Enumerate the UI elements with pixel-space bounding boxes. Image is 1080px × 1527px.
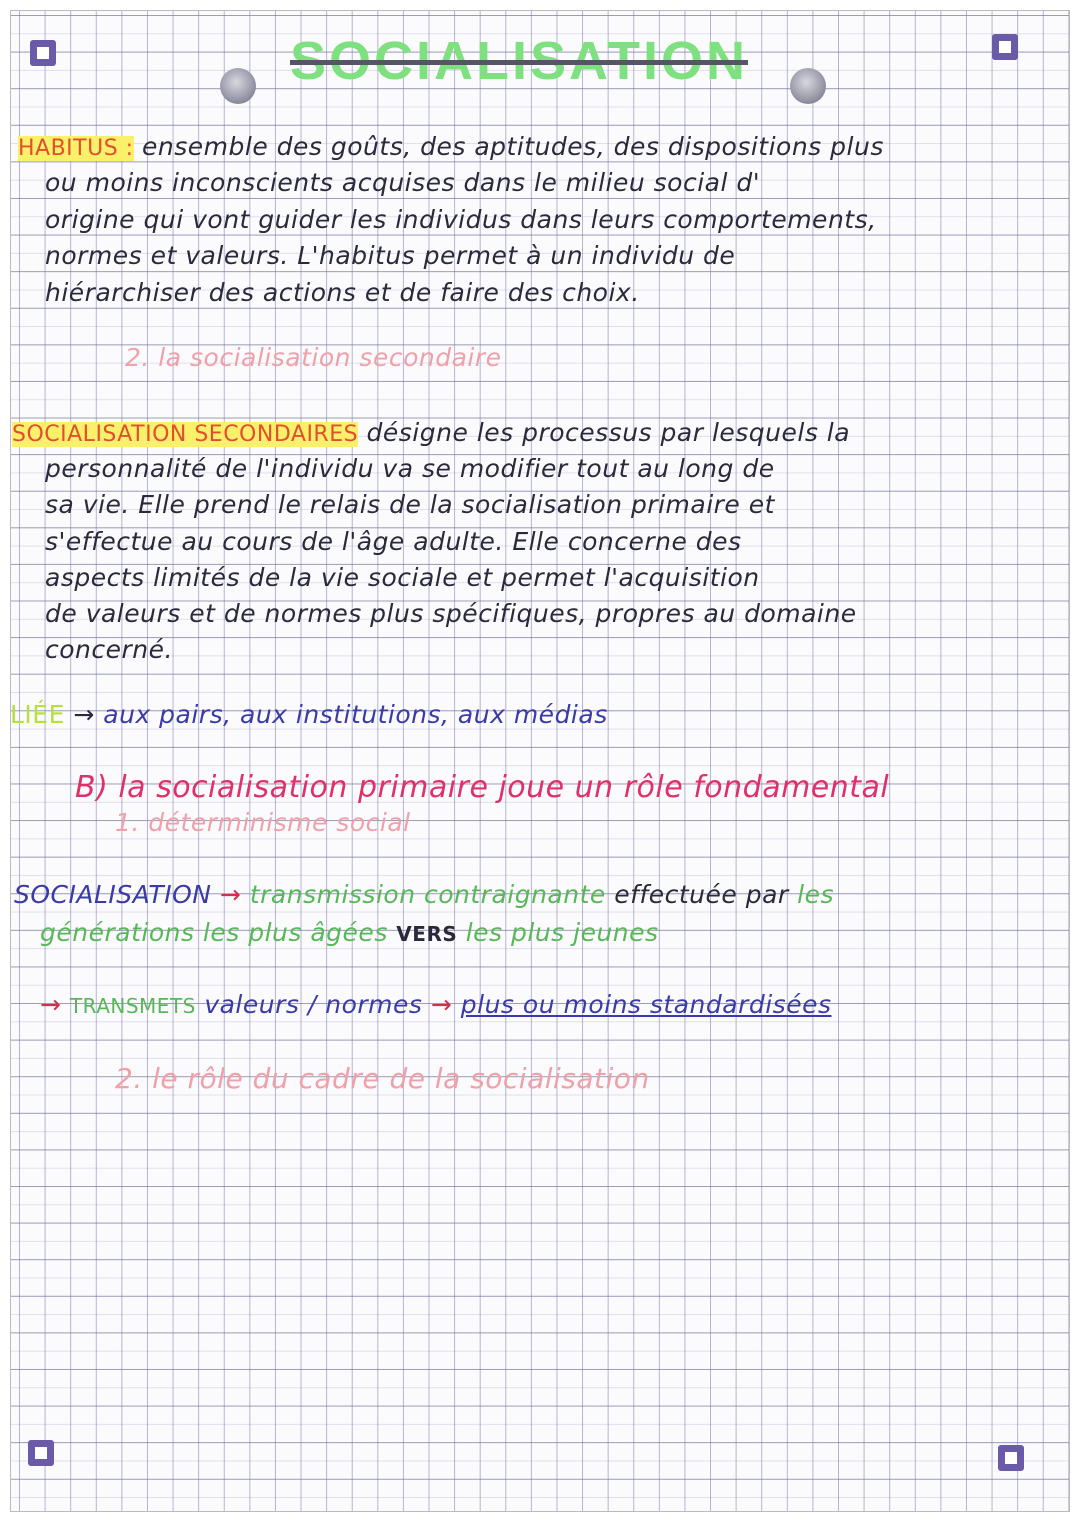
graph-paper-page — [10, 10, 1070, 1512]
text: générations les plus âgées — [40, 918, 388, 947]
habitus-line-5: hiérarchiser des actions et de faire des choix. — [45, 278, 640, 307]
arrow-icon: → — [40, 990, 62, 1019]
secondary-line-1 — [12, 418, 850, 447]
text: désigne les processus par lesquels la — [366, 418, 851, 447]
secondary-line-3: sa vie. Elle prend le relais de la socialisation primaire et — [45, 490, 775, 519]
text: plus ou moins standardisées — [460, 990, 832, 1019]
corner-marker-icon — [998, 1445, 1024, 1471]
corner-marker-icon — [992, 34, 1018, 60]
socialisation-line-1 — [14, 880, 834, 909]
habitus-line-4: normes et valeurs. L'habitus permet à un individu de — [45, 241, 736, 270]
text: valeurs / normes — [204, 990, 423, 1019]
transmet-line — [40, 990, 831, 1019]
liee-term: LIÉE — [10, 700, 65, 729]
punch-hole-icon — [220, 68, 256, 104]
text: ensemble des goûts, des aptitudes, des dispositions plus — [142, 132, 884, 161]
text: les — [797, 880, 834, 909]
text: transmission contraignante — [249, 880, 606, 909]
text: TRANSMETS — [69, 994, 196, 1018]
arrow-icon: → — [219, 880, 242, 909]
socialisation-term: SOCIALISATION — [14, 880, 212, 909]
habitus-line-2: ou moins inconscients acquises dans le milieu social d' — [45, 168, 761, 197]
section-heading-b1: 1. déterminisme social — [115, 808, 411, 837]
text: VERS — [396, 922, 458, 946]
habitus-line-3: origine qui vont guider les individus dans leurs comportements, — [45, 205, 877, 234]
page-title: SOCIALISATION — [290, 31, 749, 91]
corner-marker-icon — [28, 1440, 54, 1466]
arrow-icon: → — [430, 990, 453, 1019]
habitus-term: HABITUS : — [18, 136, 134, 161]
text: aux pairs, aux institutions, aux médias — [103, 700, 608, 729]
corner-marker-icon — [30, 40, 56, 66]
secondary-line-4: s'effectue au cours de l'âge adulte. Elle concerne des — [45, 527, 742, 556]
secondary-line-6: de valeurs et de normes plus spécifiques, propres au domaine — [45, 599, 857, 628]
secondary-term: SOCIALISATION SECONDAIRES — [12, 422, 359, 447]
punch-hole-icon — [790, 68, 826, 104]
text: effectuée par — [614, 880, 789, 909]
habitus-line-1 — [18, 132, 884, 161]
socialisation-line-2 — [40, 918, 659, 947]
secondary-line-7: concerné. — [45, 635, 173, 664]
secondary-line-5: aspects limités de la vie sociale et permet l'acquisition — [45, 563, 760, 592]
section-heading-secondary: 2. la socialisation secondaire — [125, 343, 502, 372]
liee-line — [10, 700, 608, 729]
text: les plus jeunes — [465, 918, 659, 947]
section-heading-b2: 2. le rôle du cadre de la socialisation — [115, 1062, 650, 1095]
secondary-line-2: personnalité de l'individu va se modifier tout au long de — [45, 454, 775, 483]
arrow-icon: → — [73, 700, 95, 729]
section-heading-b: B) la socialisation primaire joue un rôle fondamental — [75, 770, 890, 805]
